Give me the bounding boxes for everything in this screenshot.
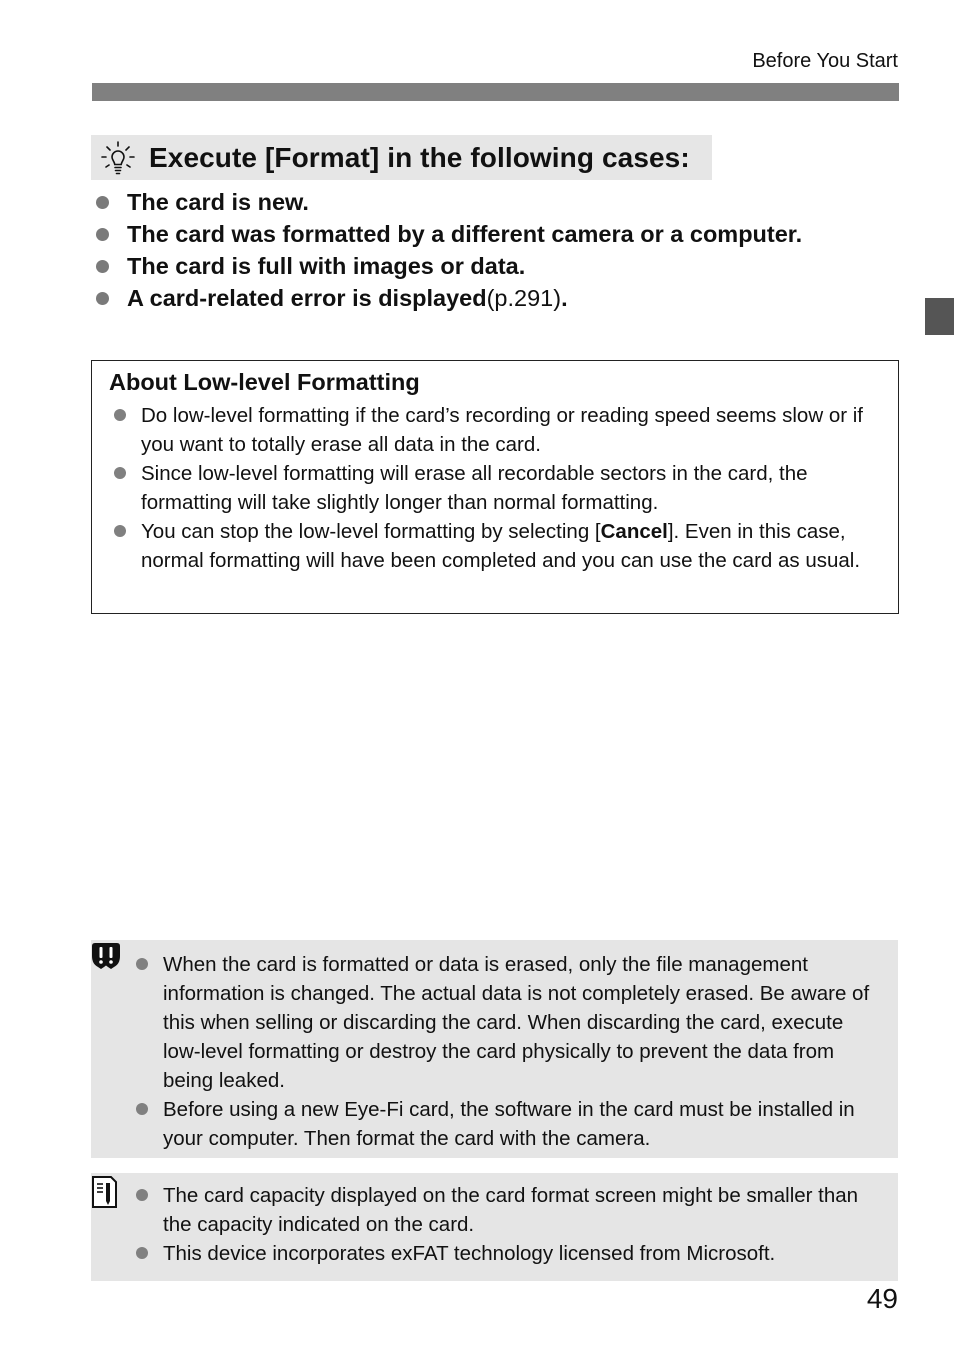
low-level-formatting-box	[91, 360, 899, 614]
page-number: 49	[866, 1283, 898, 1314]
section-label: Before You Start	[752, 50, 898, 72]
bullet-icon	[136, 1103, 148, 1115]
list-item: Since low-level formatting will erase all recordable sectors in the card, the formatting will take slightly longer than normal formatting.	[114, 459, 884, 517]
caution-list	[136, 950, 886, 1153]
chapter-tab	[925, 298, 954, 335]
tip-heading	[91, 135, 712, 180]
bullet-icon	[114, 467, 126, 479]
list-item: You can stop the low-level formatting by selecting [Cancel]. Even in this case, normal formatting will have been completed and you can use the card as usual.	[114, 517, 884, 575]
bullet-icon	[96, 196, 109, 209]
bullet-icon	[96, 260, 109, 273]
bullet-icon	[136, 1247, 148, 1259]
cancel-label: Cancel	[600, 520, 668, 543]
memo-list	[136, 1181, 886, 1268]
memo-icon	[91, 1175, 119, 1209]
bullet-icon	[96, 228, 109, 241]
list-item: The card is full with images or data.	[96, 250, 916, 282]
tip-title: Execute [Format] in the following cases:	[149, 141, 690, 173]
list-item: The card is new.	[96, 186, 916, 218]
bullet-icon	[114, 525, 126, 537]
list-item: A card-related error is displayed (p.291) .	[96, 282, 916, 314]
list-item: This device incorporates exFAT technology licensed from Microsoft.	[136, 1239, 886, 1268]
list-item: Do low-level formatting if the card’s recording or reading speed seems slow or if you want to totally erase all data in the card.	[114, 401, 884, 459]
page-reference: (p.291)	[486, 285, 562, 311]
format-cases-list	[96, 186, 916, 314]
bullet-icon	[136, 958, 148, 970]
header-bar	[92, 83, 899, 101]
list-item: The card was formatted by a different camera or a computer.	[96, 218, 916, 250]
caution-icon	[91, 941, 121, 971]
bullet-icon	[96, 292, 109, 305]
bullet-icon	[136, 1189, 148, 1201]
memo-box	[91, 1173, 898, 1281]
bullet-icon	[114, 409, 126, 421]
caution-box	[91, 940, 898, 1158]
box-title: About Low-level Formatting	[109, 369, 420, 395]
low-level-list	[114, 401, 884, 575]
list-item: Before using a new Eye-Fi card, the software in the card must be installed in your computer. Then format the card with the camera.	[136, 1095, 886, 1153]
lightbulb-icon	[101, 141, 135, 175]
list-item: When the card is formatted or data is erased, only the file management information is changed. The actual data is not completely erased. Be aware of this when selling or discarding the card. When discarding the card, execute low-level formatting or destroy the card physically to prevent the data from being leaked.	[136, 950, 886, 1095]
list-item: The card capacity displayed on the card format screen might be smaller than the capacity indicated on the card.	[136, 1181, 886, 1239]
